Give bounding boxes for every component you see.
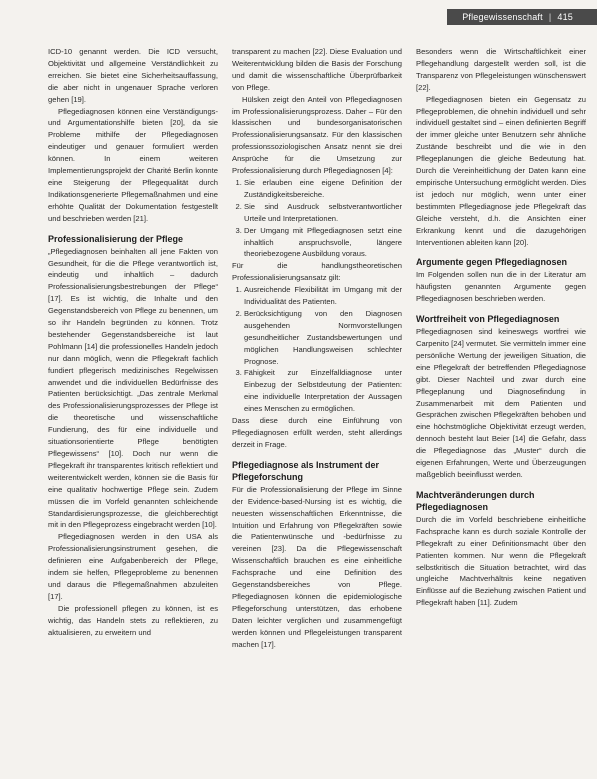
list-item: 3. Fähigkeit zur Einzelfalldiagnose unter Einbezug der Selbstdeutung der Patienten: eine individuelle Interpretation der Aussagen eines Menschen zu ermöglichen. [244,367,402,415]
section-heading: Professionalisierung der Pflege [48,233,184,244]
section-heading: Machtveränderungen durch Pflegediagnosen [416,489,535,512]
list-item: 1. Sie erlauben eine eigene Definition der Zuständigkeitsbereiche. [244,177,402,201]
text-columns [48,46,587,779]
paragraph: transparent zu machen [22]. Diese Evaluation und Weiterentwicklung bilden die Basis der Forschung und damit die wissenschaftliche Überprüfbarkeit von Pflege. [232,47,402,92]
column-3 [416,46,586,779]
paragraph: Pflegediagnosen sind keineswegs wortfrei wie Carpenito [24] vermutet. Sie vermitteln immer eine persönliche Wertung der jeweiligen Situation, die eine Pflegekraft der betreffenden Pflegediagnose gibt. Dieser Nachteil und zwar durch eine Pflegeplanung und Diagnosefindung in Zusammenarbeit mit dem Patienten und Gesprächen zwischen Pflegekräften behoben und eine höchstmögliche Objektivität erzeugt werden, dennoch besteht laut Beier [14] die Gefahr, dass die Pflegediagnose das „Muster“ durch die eigenen Erfahrungen, Werte und Überzeugungen maßgeblich beeinflusst werden. [416,327,586,479]
page-number: 415 [557,12,573,22]
paragraph: Durch die im Vorfeld beschriebene einheitliche Fachsprache kann es durch soziale Kontrolle der Pflegekraft zu einer Definitionsmacht über den Patienten kommen. Nur wenn die Pflegekraft selbstkritisch die Situation betrachtet, wird das ungleiche Machtverhältnis keine negativen Einflüsse auf die Beziehung zwischen Patient und Pflegekraft haben [11]. Zudem [416,514,586,608]
paragraph: Im Folgenden sollen nun die in der Literatur am häufigsten genannten Argumente gegen Pflegediagnosen beschrieben werden. [416,270,586,304]
header-title: Pflegewissenschaft [462,12,543,22]
paragraph: Die professionell pflegen zu können, ist es wichtig, das Handeln stets zu reflektieren, zu aktualisieren, zu erweitern und [48,603,218,637]
numbered-list [232,177,402,260]
paragraph: Für die handlungstheoretischen Professionalisierungsansatz gilt: [232,261,402,283]
column-1 [48,46,218,779]
paragraph: ICD-10 genannt werden. Die ICD versucht, Objektivität und allgemeine Verständlichkeit zu erreichen. Sie bietet eine Sicherheitsauffassung, die aber nicht in ungenauer Sprache verloren gehen [19]. [48,47,218,104]
paragraph: Pflegediagnosen werden in den USA als Professionalisierungsinstrument gesehen, die definieren eine Aufgabenbereich der Pflege, indem sie helfen, Pflegeprobleme zu benennen und daraus die Pflegemaßnahmen abzuleiten [17]. [48,532,218,601]
header-separator: | [548,12,552,22]
paragraph: Hülsken zeigt den Anteil von Pflegediagnosen im Professionalisierungsprozess. Daher – Für den klassischen und bundesorganisatorischen Professionalisierungsansatz. Für den klassischen professionssoziologischen Ansatz nennt sie drei Ansprüche für die Umsetzung zur Professionalisierung durch Pflegediagnosen [4]: [232,94,402,176]
section-heading: Pflegediagnose als Instrument der Pflegeforschung [232,459,380,482]
paragraph: Pflegediagnosen können eine Verständigungs- und Argumentationshilfe bieten [20], da sie Probleme mithilfe der Pflegediagnosen eindeutiger und genauer formuliert werden können. In einem weiteren Implementierungsprojekt der Charité Berlin konnte eine Steigerung der Pflegequalität durch Indikationsgenerierte Pflegemaßnahmen und eine erhöhte Qualität der Dokumentation festgestellt und beschrieben werden [21]. [48,106,218,223]
paragraph: Pflegediagnosen bieten ein Gegensatz zu Pflegeproblemen, die ohnehin individuell und sehr individuell gestaltet sind – einen definierten Begriff der immer gleiche unter Benutzern sehr ähnliche Zustände beschreibt und die wie in den Pflegeplanungen die gleiche Bedeutung hat. Durch die Vereinheitlichung der Daten kann eine empirische Untersuchung ermöglicht werden. Dies ist jedoch nur möglich, wenn unter einer bestimmten Pflegediagnose jede Pflegekraft das Gleiche versteht, d.h. die Ansichten einer Erkrankung kennt und die dazugehörigen Interventionen ableiten kann [20]. [416,94,586,247]
list-item: 1. Ausreichende Flexibilität im Umgang mit der Individualität des Patienten. [244,284,402,308]
paragraph: Dass diese durch eine Einführung von Pflegediagnosen erfüllt werden, steht allerdings derzeit in Frage. [232,416,402,449]
section-heading: Argumente gegen Pflegediagnosen [416,257,568,268]
numbered-list [232,284,402,415]
list-item: 2. Berücksichtigung von den Diagnosen ausgehenden Normvorstellungen gesundheitlicher Zustandsbewertungen und möglichen Handlungsweisen schlechter Prognose. [244,308,402,368]
list-item: 3. Der Umgang mit Pflegediagnosen setzt eine inhaltlich anspruchsvolle, längere theoriebezogene Ausbildung voraus. [244,225,402,261]
paragraph: Besonders wenn die Wirtschaftlichkeit einer Pflegehandlung dargestellt werden soll, ist die Transparenz von Pflegeleistungen wünschenswert [22]. [416,47,586,92]
list-item: 2. Sie sind Ausdruck selbstverantwortlicher Urteile und Interpretationen. [244,201,402,225]
running-header [447,9,597,25]
paragraph: Für die Professionalisierung der Pflege im Sinne der Evidence-based-Nursing ist es wichtig, die neuesten wissenschaftlichen Erkenntnisse, die Intuition und Erfahrung von Pflegekräften sowie die Patientenwünsche und -bedürfnisse zu vereinen [23]. Da die Pflegewissenschaft Wissenschaftlich brauchen es eine einheitliche Fachsprache und eine Definition des Gegenstandsbereiches von Pflege. Pflegediagnosen können die epidemiologische Pflegeforschung unterstützen, das erhobene Daten leichter verglichen und zusammengefügt werden können und Pflegeleistungen transparent machen [17]. [232,484,402,649]
section-heading: Wortfreiheit von Pflegediagnosen [416,314,560,325]
paragraph: „Pflegediagnosen beinhalten all jene Fakten von Gesundheit, für die die Pflege verantwortlich ist, eindeutig und inhaltlich – dadurch Professionalisierungsbestrebungen der Pflege“ [17]. Es ist wichtig, die Inhalte und den Gegenstandsbereich von Pflege zu benennen, um so ihr Handeln begründen zu können. Trotz bestehender Gegenstandsbereiche ist laut Pohlmann [14] die professionelles Handeln jedoch nur dann möglich, wenn die Pflegekraft fachlich fundiert pflegerisch medizinisches Regelwissen anwendet und die individuellen Bedürfnisse des Patienten berücksichtigt. „Das zentrale Merkmal des Professionalisierungsprozesses der Pflege ist die theoretische und wissenschaftliche Fundierung, des für eine individuelle und situationsorientierte Pflege benötigten Pflegewissens“ [10]. Doch nur wenn die Pflegekraft ihr transparentes kritisch reflektiert und weiterentwickelt werden, können sie die Basis für eine qualitativ hochwertige Pflege sein. Zudem müssen die im Vorfeld genannten schleichende Standardisierungsprozesse, die gleichberechtigt mit in den Pflegeprozess eingebracht werden [10]. [48,246,218,530]
column-2 [232,46,402,779]
